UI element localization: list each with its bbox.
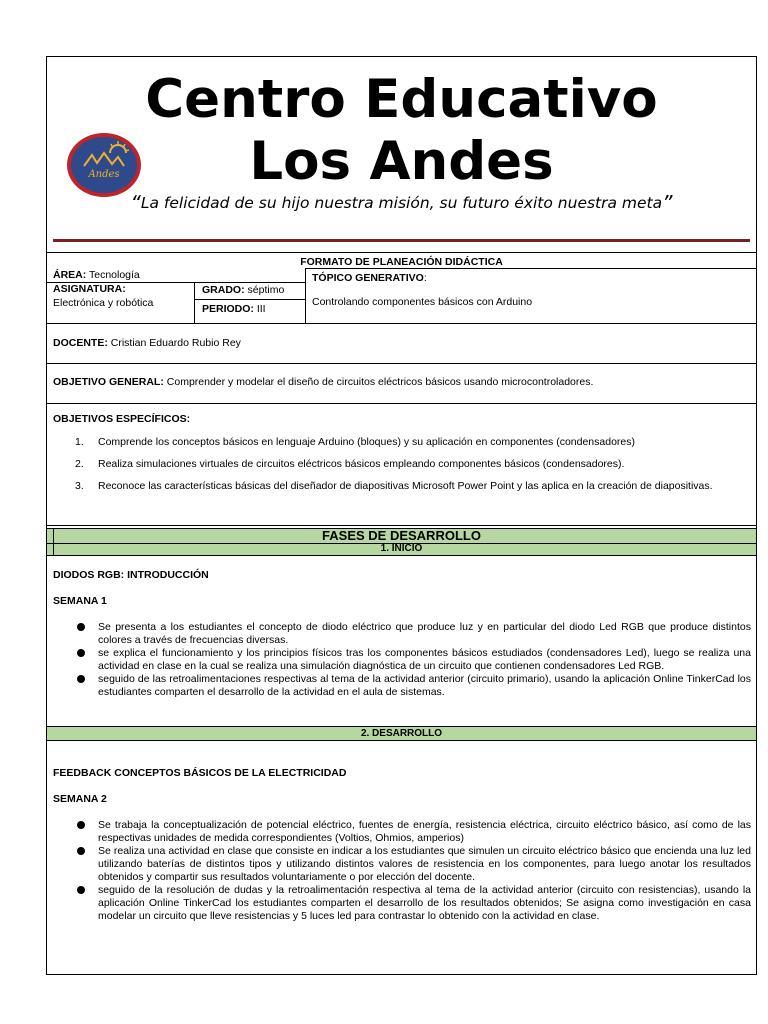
desarrollo-bar <box>47 726 756 741</box>
topico-field: TÓPICO GENERATIVO: <box>312 272 427 284</box>
list-item: seguido de la resolución de dudas y la retroalimentación respectiva al tema de la actividad anterior (circuito con resistencias), usando la aplicación Online TinkerCad los estudiantes comparten el desarrollo de los resultados obtenidos; Se asigna como investigación en casa modelar un circuito que lleve resistencias y 5 luces led para contrastar lo obtenido con la actividad en clase. <box>73 884 751 923</box>
list-item: Se presenta a los estudiantes el concepto de diodo eléctrico que produce luz y en particular del diodo Led RGB que produce distintos colores a través de frecuencias diversas. <box>73 621 751 647</box>
grado-field: GRADO: séptimo <box>202 284 285 296</box>
objetivo-general: OBJETIVO GENERAL: Comprender y modelar el diseño de circuitos eléctricos básicos usando microcontroladores. <box>53 376 594 388</box>
objetivos-especificos-list <box>75 436 751 492</box>
periodo-field: PERIODO: III <box>202 303 266 315</box>
asignatura-value: Electrónica y robótica <box>53 297 154 309</box>
fases-title-bar <box>47 528 756 544</box>
inicio-heading: DIODOS RGB: INTRODUCCIÓN <box>53 569 209 581</box>
list-item: 1. Comprende los conceptos básicos en lenguaje Arduino (bloques) y su aplicación en componentes (condensadores) <box>75 436 635 448</box>
objetivos-especificos-label: OBJETIVOS ESPECÍFICOS: <box>53 413 191 425</box>
list-item: 3. Reconoce las características básicas del diseñador de diapositivas Microsoft Power Point y las aplica en la creación de diapositivas. <box>75 480 713 492</box>
docente-field: DOCENTE: Cristian Eduardo Rubio Rey <box>53 337 241 349</box>
list-item: se explica el funcionamiento y los principios físicos tras los componentes básicos estudiados (condensadores Led), luego se realiza una actividad en clase en la cual se realiza una simulación diagnóstica de un circuito que contienen condensadores Led RGB. <box>73 647 751 673</box>
desarrollo-bullets <box>73 819 751 923</box>
school-name-line1: Centro Educativo <box>145 69 658 130</box>
divider <box>305 268 756 269</box>
inicio-week: SEMANA 1 <box>53 595 107 607</box>
asignatura-label: ASIGNATURA: <box>53 283 126 295</box>
divider <box>47 403 756 404</box>
school-logo-icon <box>66 133 144 199</box>
inicio-bullets <box>73 621 751 699</box>
divider <box>194 299 305 300</box>
school-name-line2: Los Andes <box>249 131 554 192</box>
list-item: Se realiza una actividad en clase que consiste en indicar a los estudiantes que simulen un circuito eléctrico básico que encienda una luz led utilizando baterías de distintos tipos y utilizando distintos valores de resistencia en los componentes, para luego anotar los resultados obtenidos y compartir sus resultados voluntariamente o por elección del docente. <box>73 845 751 884</box>
divider <box>47 323 756 324</box>
inicio-bar <box>47 543 756 556</box>
divider <box>47 363 756 364</box>
school-motto: “La felicidad de su hijo nuestra misión, su futuro éxito nuestra meta” <box>130 191 673 215</box>
desarrollo-label: 2. DESARROLLO <box>360 728 443 739</box>
desarrollo-week: SEMANA 2 <box>53 793 107 805</box>
format-title: FORMATO DE PLANEACIÓN DIDÁCTICA <box>300 256 503 268</box>
list-item: 2. Realiza simulaciones virtuales de circuitos eléctricos básicos empleando componentes básicos (condensadores). <box>75 458 625 470</box>
inicio-label: 1. INICIO <box>380 543 423 554</box>
area-field: ÁREA: Tecnología <box>53 269 140 281</box>
divider <box>305 268 306 324</box>
desarrollo-heading: FEEDBACK CONCEPTOS BÁSICOS DE LA ELECTRICIDAD <box>53 767 347 779</box>
fases-title: FASES DE DESARROLLO <box>322 528 481 543</box>
divider <box>194 282 195 324</box>
list-item: Se trabaja la conceptualización de potencial eléctrico, fuentes de energía, resistencia eléctrica, circuito eléctrico básico, así como de las respectivas unidades de medida correspondientes (Voltios, Ohmios, amperios) <box>73 819 751 845</box>
list-item: seguido de las retroalimentaciones respectivas al tema de la actividad anterior (circuito primario), usando la aplicación Online TinkerCad los estudiantes comparten el desarrollo de la actividad en el aula de sistemas. <box>73 673 751 699</box>
header-divider <box>53 239 750 242</box>
divider <box>47 525 756 526</box>
document-page <box>46 56 757 975</box>
divider <box>47 252 756 253</box>
topico-value: Controlando componentes básicos con Arduino <box>312 296 533 308</box>
logo-text: Andes <box>88 169 120 180</box>
